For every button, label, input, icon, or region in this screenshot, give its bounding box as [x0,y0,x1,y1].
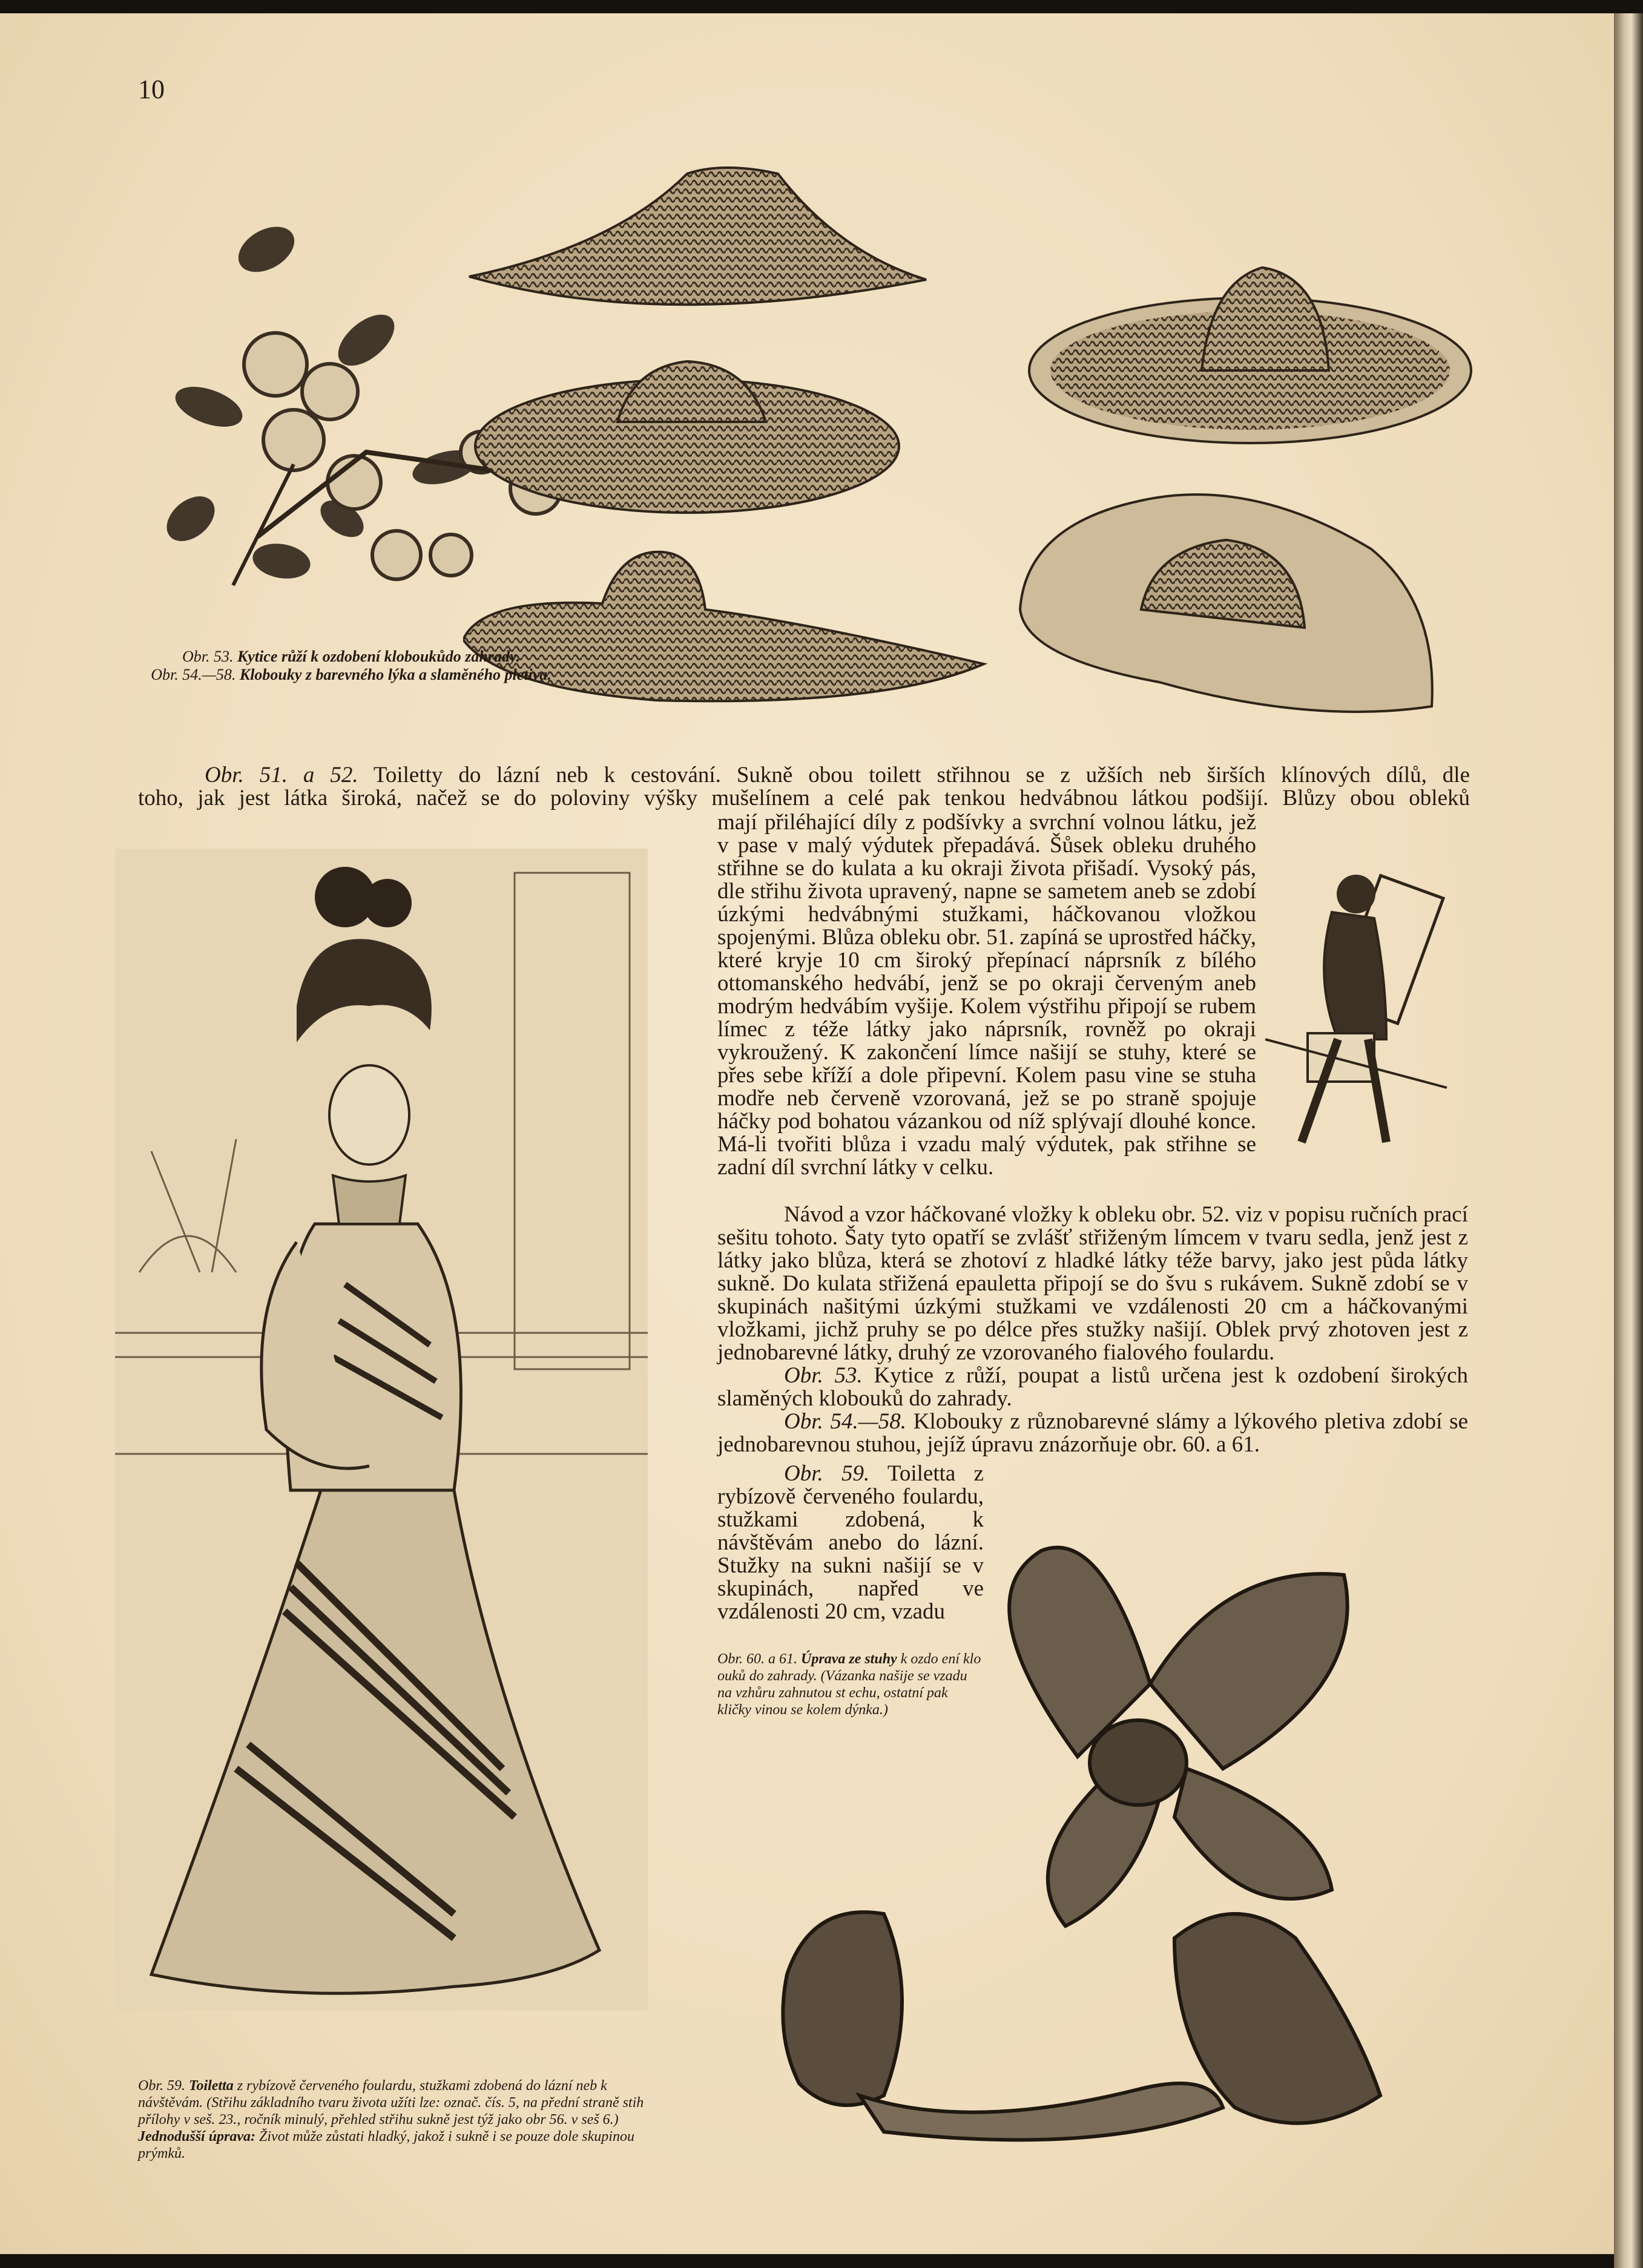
page-number: 10 [138,74,165,104]
intro-ref: Obr. 51. a 52. [205,763,358,787]
hats-caption-ref-1: Obr. 53. [182,648,234,665]
dress-caption-alt-text: Život může zůstati hladký, jakož i sukně i se pouze dole skupinou prýmků. [138,2129,634,2161]
bow-caption-text: k ozdo ení klo ouků do zahrady. (Vázanka našije se vzadu na vzhůru zahnutou st echu, ostatní pak kličky vinou se kolem dýnka.) [717,1651,981,1718]
para5-ref: Obr. 59. [784,1461,870,1486]
article-intro [138,764,1470,810]
page-gutter [1614,13,1643,2268]
bow-caption-title: Úprava ze stuhy [801,1651,897,1667]
small-figure-illustration [1265,858,1459,1154]
ribbon-bow-illustration [763,1502,1489,2229]
dress-caption-text: z rybízově červeného foulardu, stužkami zdobená do lázní neb k návštěvám. (Střihu základního tvaru života užíti lze: označ. čís. 5, na přední straně stih přílohy v seš. 23., ročník minulý, přehled střihu sukně jest týž jako obr 56. v seš 6.) [138,2078,644,2128]
article-column [717,811,1256,1179]
straw-hat-illustration [463,162,1492,725]
document-page [0,13,1614,2254]
intro-line-2: toho, jak jest látka široká, načež se do poloviny výšky mušelínem a celé pak tenkou hedvábnou látkou podšijí. Blůzy obou obleků [138,786,1470,810]
dress-caption-alt-title: Jednodušší úprava: [138,2129,256,2145]
article-para-2: Návod a vzor háčkované vložky k obleku obr. 52. viz v popisu ručních prací sešitu tohoto. Šaty tyto opatří se zvlášť střiženým límcem v tvaru sedla, jenž jest z látky jako blůza, která se zhotoví z hladké látky téže barvy, jako jest půda látky sukně. Do kulata střižená epauletta připojí se do švu s rukávem. Sukně zdobí se v skupinách našitými úzkými stužkami ve vzdálenosti 20 cm a háčkovanými vložkami, jichž pruhy se po délce přes stužky našijí. Oblek prvý zhotoven jest z jednobarevné látky, druhý ze vzorovaného fialového foulardu. [717,1202,1468,1365]
article-para-4: Klobouky z různobarevné slámy a lýkového pletiva zdobí se jednobarevnou stuhou, jejíž úpravu znázorňuje obr. 60. a 61. [717,1409,1469,1457]
hats-caption-ref-2: Obr. 54.—58. [151,666,236,683]
dress-caption-ref: Obr. 59. [138,2078,186,2094]
para3-ref: Obr. 53. [784,1363,863,1388]
article-para-5: Toiletta z rybízově červeného foulardu, stužkami zdobená, k návštěvám anebo do lázní. Stužky na sukni našijí se v skupinách, napřed ve vzdálenosti 20 cm, vzadu [717,1461,984,1624]
hats-caption [136,648,566,684]
article-para-3: Kytice z růží, poupat a listů určena jest k ozdobení širokých slaměných klobouků do zahrady. [717,1363,1468,1411]
dress-caption [138,2077,659,2162]
hats-caption-title-2: Klobouky z barevného lýka a slaměného pletiva. [239,666,552,683]
intro-line-1: Toiletty do lázní neb k cestování. Sukně obou toilett střihnou se z užších neb širších klínových dílů, dle [373,763,1470,787]
lady-toilette-illustration [115,849,648,2011]
article-wide [717,1203,1468,1456]
hats-caption-title-1: Kytice růží k ozdobení kloboukůdo zahrady. [237,648,521,665]
para4-ref: Obr. 54.—58. [784,1409,906,1434]
dress-caption-title: Toiletta [189,2078,234,2094]
article-para-1: mají přiléhající díly z podšívky a svrchní volnou látku, jež v pase v malý výdutek přepadává. Šůsek obleku druhého střihne se do kulata a ku okraji života přišadí. Vysoký pás, dle střihu života upravený, napne se sametem aneb se zdobí úzkými hedvábnými stužkami, háčkovanou vložkou spojenými. Blůza obleku obr. 51. zapíná se uprostřed háčky, které kryje 10 cm široký přepínací náprsník z bílého ottomanského hedvábí, jenž se po okraji červeným aneb modrým hedvábím vyšije. Kolem výstřihu připojí se rubem límec z téže látky jako náprsník, rovněž po okraji vykroužený. K zakončení límce našijí se stuhy, které se přes sebe kříží a dole připevní. Kolem pasu vine se stuha modře neb červeně vzorovaná, jež se po straně spojuje háčky pod bohatou vázankou od níž splývají dlouhé konce. Má-li tvořiti blůza i vzadu malý výdutek, pak střihne se zadní díl svrchní látky v celku. [717,810,1256,1180]
bow-caption-ref: Obr. 60. a 61. [717,1651,798,1667]
